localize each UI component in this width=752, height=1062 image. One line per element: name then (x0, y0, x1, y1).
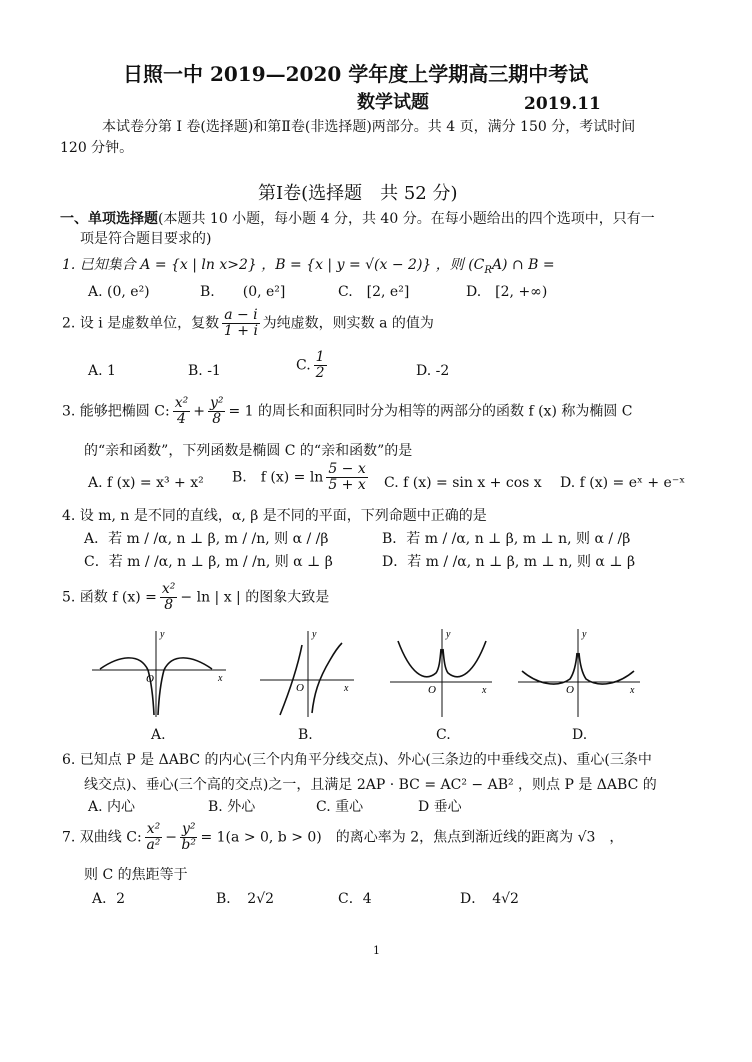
q3-frac-2 (208, 396, 226, 427)
q5-graph-d (516, 625, 646, 720)
q7-option-d: D． 4√2 (460, 891, 519, 907)
q2-fraction-num: a − i (224, 307, 258, 323)
section-heading-rest: (本题共 10 小题，每小题 4 分，共 40 分。在每小题给出的四个选项中，只有一 (158, 211, 655, 227)
intro-line-2: 120 分钟。 (60, 140, 134, 156)
q5-graph-b (258, 625, 358, 720)
q4-stem: 4. 设 m, n 是不同的直线，α, β 是不同的平面，下列命题中正确的是 (62, 508, 487, 524)
q1-stem-sub: R (484, 264, 492, 276)
q5-label-d: D. (572, 727, 588, 743)
q1-option-b: B. (0, e²] (200, 284, 286, 300)
q5-label-c: C. (436, 727, 451, 743)
q3-stem (62, 396, 633, 427)
q7-frac-2 (180, 822, 198, 853)
q5-label-a: A. (151, 727, 166, 743)
q2-fraction-den: 1 + i (223, 323, 258, 339)
q5-graph-b-y: y (312, 629, 317, 640)
q7-option-a: A．2 (92, 891, 126, 907)
q5-fraction-num: x² (161, 581, 176, 597)
section-heading-line-2: 项是符合题目要求的) (80, 231, 212, 247)
q7-frac-2-den: b² (181, 837, 196, 853)
q7-stem (62, 822, 623, 853)
q2-option-c-fraction (314, 350, 327, 381)
q7-frac-1 (145, 822, 163, 853)
q3-frac-1-num: x² (174, 395, 189, 411)
q7-stem-a: 7. 双曲线 C: (62, 829, 142, 846)
q5-graph-a-x: x (218, 673, 223, 684)
section-heading (60, 210, 655, 228)
q3-option-a: A. f (x) = x³ + x² (88, 475, 204, 491)
q2-option-c-num: 1 (315, 349, 325, 365)
q3-frac-1-den: 4 (176, 411, 186, 427)
q6-option-c: C. 重心 (316, 799, 364, 815)
q3-frac-1 (173, 396, 191, 427)
q3-line-2: 的“亲和函数”，下列函数是椭圆 C 的“亲和函数”的是 (84, 443, 413, 459)
q6-line-1: 6. 已知点 P 是 ΔABC 的内心(三个内角平分线交点)、外心(三条边的中垂线交点)、重心(三条中 (62, 752, 652, 768)
q5-graph-c-x: x (482, 685, 487, 696)
q5-graph-b-x: x (344, 683, 349, 694)
q3-option-c: C. f (x) = sin x + cos x (384, 475, 542, 491)
section-title: 第Ⅰ卷(选择题 共 52 分) (258, 183, 458, 204)
q5-graph-a (90, 625, 230, 720)
q5-graph-c-y: y (446, 629, 451, 640)
q2-option-c-label: C. (296, 357, 311, 374)
q2-option-c (296, 350, 330, 381)
q6-option-b: B. 外心 (208, 799, 256, 815)
q1-option-d: D. [2, +∞) (466, 284, 548, 300)
q3-option-b-fraction (326, 462, 367, 493)
q3-stem-b: = 1 的周长和面积同时分为相等的两部分的函数 f (x) 称为椭圆 C (228, 403, 633, 420)
q5-stem-b: − ln | x | 的图象大致是 (180, 589, 330, 606)
q2-fraction (222, 308, 259, 339)
q4-option-c: C．若 m / /α, n ⊥ β, m / /n, 则 α ⊥ β (84, 554, 333, 570)
q5-graph-a-o: O (146, 673, 154, 685)
q2-option-b: B. -1 (188, 363, 221, 379)
q3-option-d: D. f (x) = eˣ + e⁻ˣ (560, 475, 686, 491)
q4-option-d: D．若 m / /α, n ⊥ β, m ⊥ n, 则 α ⊥ β (382, 554, 636, 570)
exam-title: 日照一中 2019—2020 学年度上学期高三期中考试 (123, 62, 589, 86)
q3-stem-a: 3. 能够把椭圆 C: (62, 403, 170, 420)
q5-graph-c (388, 625, 498, 720)
q7-frac-1-den: a² (146, 837, 161, 853)
q3-option-b-num: 5 − x (328, 461, 366, 477)
q2-stem-b: 为纯虚数，则实数 a 的值为 (262, 315, 434, 332)
page-number: 1 (373, 944, 380, 957)
section-heading-bold: 一、单项选择题 (60, 211, 158, 227)
q4-option-b: B．若 m / /α, n ⊥ β, m ⊥ n, 则 α / /β (382, 531, 631, 547)
q2-option-d: D. -2 (416, 363, 450, 379)
q1-option-a: A. (0, e²) (88, 284, 150, 300)
q5-graph-a-y: y (160, 629, 165, 640)
q1-stem-b: A) ∩ B = (491, 257, 555, 273)
exam-date: 2019.11 (524, 94, 601, 114)
q6-option-d: D 垂心 (418, 799, 462, 815)
q5-fraction (160, 582, 178, 613)
q7-line-2: 则 C 的焦距等于 (84, 867, 188, 883)
q7-minus: − (165, 829, 177, 846)
q3-option-b-label: B. f (x) = ln (232, 469, 324, 486)
q5-graph-d-x: x (630, 685, 635, 696)
q2-stem (62, 308, 434, 339)
q5-stem (62, 582, 329, 613)
q5-label-b: B. (298, 727, 313, 743)
q7-frac-1-num: x² (146, 821, 161, 837)
q2-option-c-den: 2 (315, 365, 325, 381)
q7-frac-2-num: y² (181, 821, 196, 837)
q5-stem-a: 5. 函数 f (x) = (62, 589, 157, 606)
q2-option-a: A. 1 (88, 363, 116, 379)
intro-line-1: 本试卷分第 I 卷(选择题)和第Ⅱ卷(非选择题)两部分。共 4 页，满分 150 分，考试时间 (102, 119, 636, 135)
q2-stem-a: 2. 设 i 是虚数单位，复数 (62, 315, 220, 332)
q1-stem (62, 256, 555, 280)
q3-option-b (232, 462, 371, 493)
q5-graph-d-y: y (582, 629, 587, 640)
q4-option-a: A．若 m / /α, n ⊥ β, m / /n, 则 α / /β (84, 531, 329, 547)
q1-stem-a: 1. 已知集合 A = {x | ln x>2} ，B = {x | y = √(x − 2)} ，则 (C (62, 257, 485, 273)
q3-frac-2-num: y² (209, 395, 224, 411)
subject-title: 数学试题 (357, 92, 429, 113)
q7-stem-b: = 1(a > 0, b > 0) 的离心率为 2，焦点到渐近线的距离为 √3 ， (200, 829, 624, 846)
q6-option-a: A. 内心 (88, 799, 136, 815)
q6-line-2: 线交点)、垂心(三个高的交点)之一，且满足 2AP · BC = AC² − AB² ，则点 P 是 ΔABC 的 (84, 777, 657, 793)
q5-graph-c-o: O (428, 684, 436, 696)
q5-graph-b-o: O (296, 682, 304, 694)
q7-option-c: C．4 (338, 891, 372, 907)
q5-fraction-den: 8 (164, 597, 174, 613)
q3-plus: + (193, 403, 205, 420)
q3-option-b-den: 5 + x (328, 477, 366, 493)
q3-frac-2-den: 8 (212, 411, 222, 427)
q5-graph-d-o: O (566, 684, 574, 696)
q7-option-b: B． 2√2 (216, 891, 275, 907)
q1-option-c: C. [2, e²] (338, 284, 410, 300)
